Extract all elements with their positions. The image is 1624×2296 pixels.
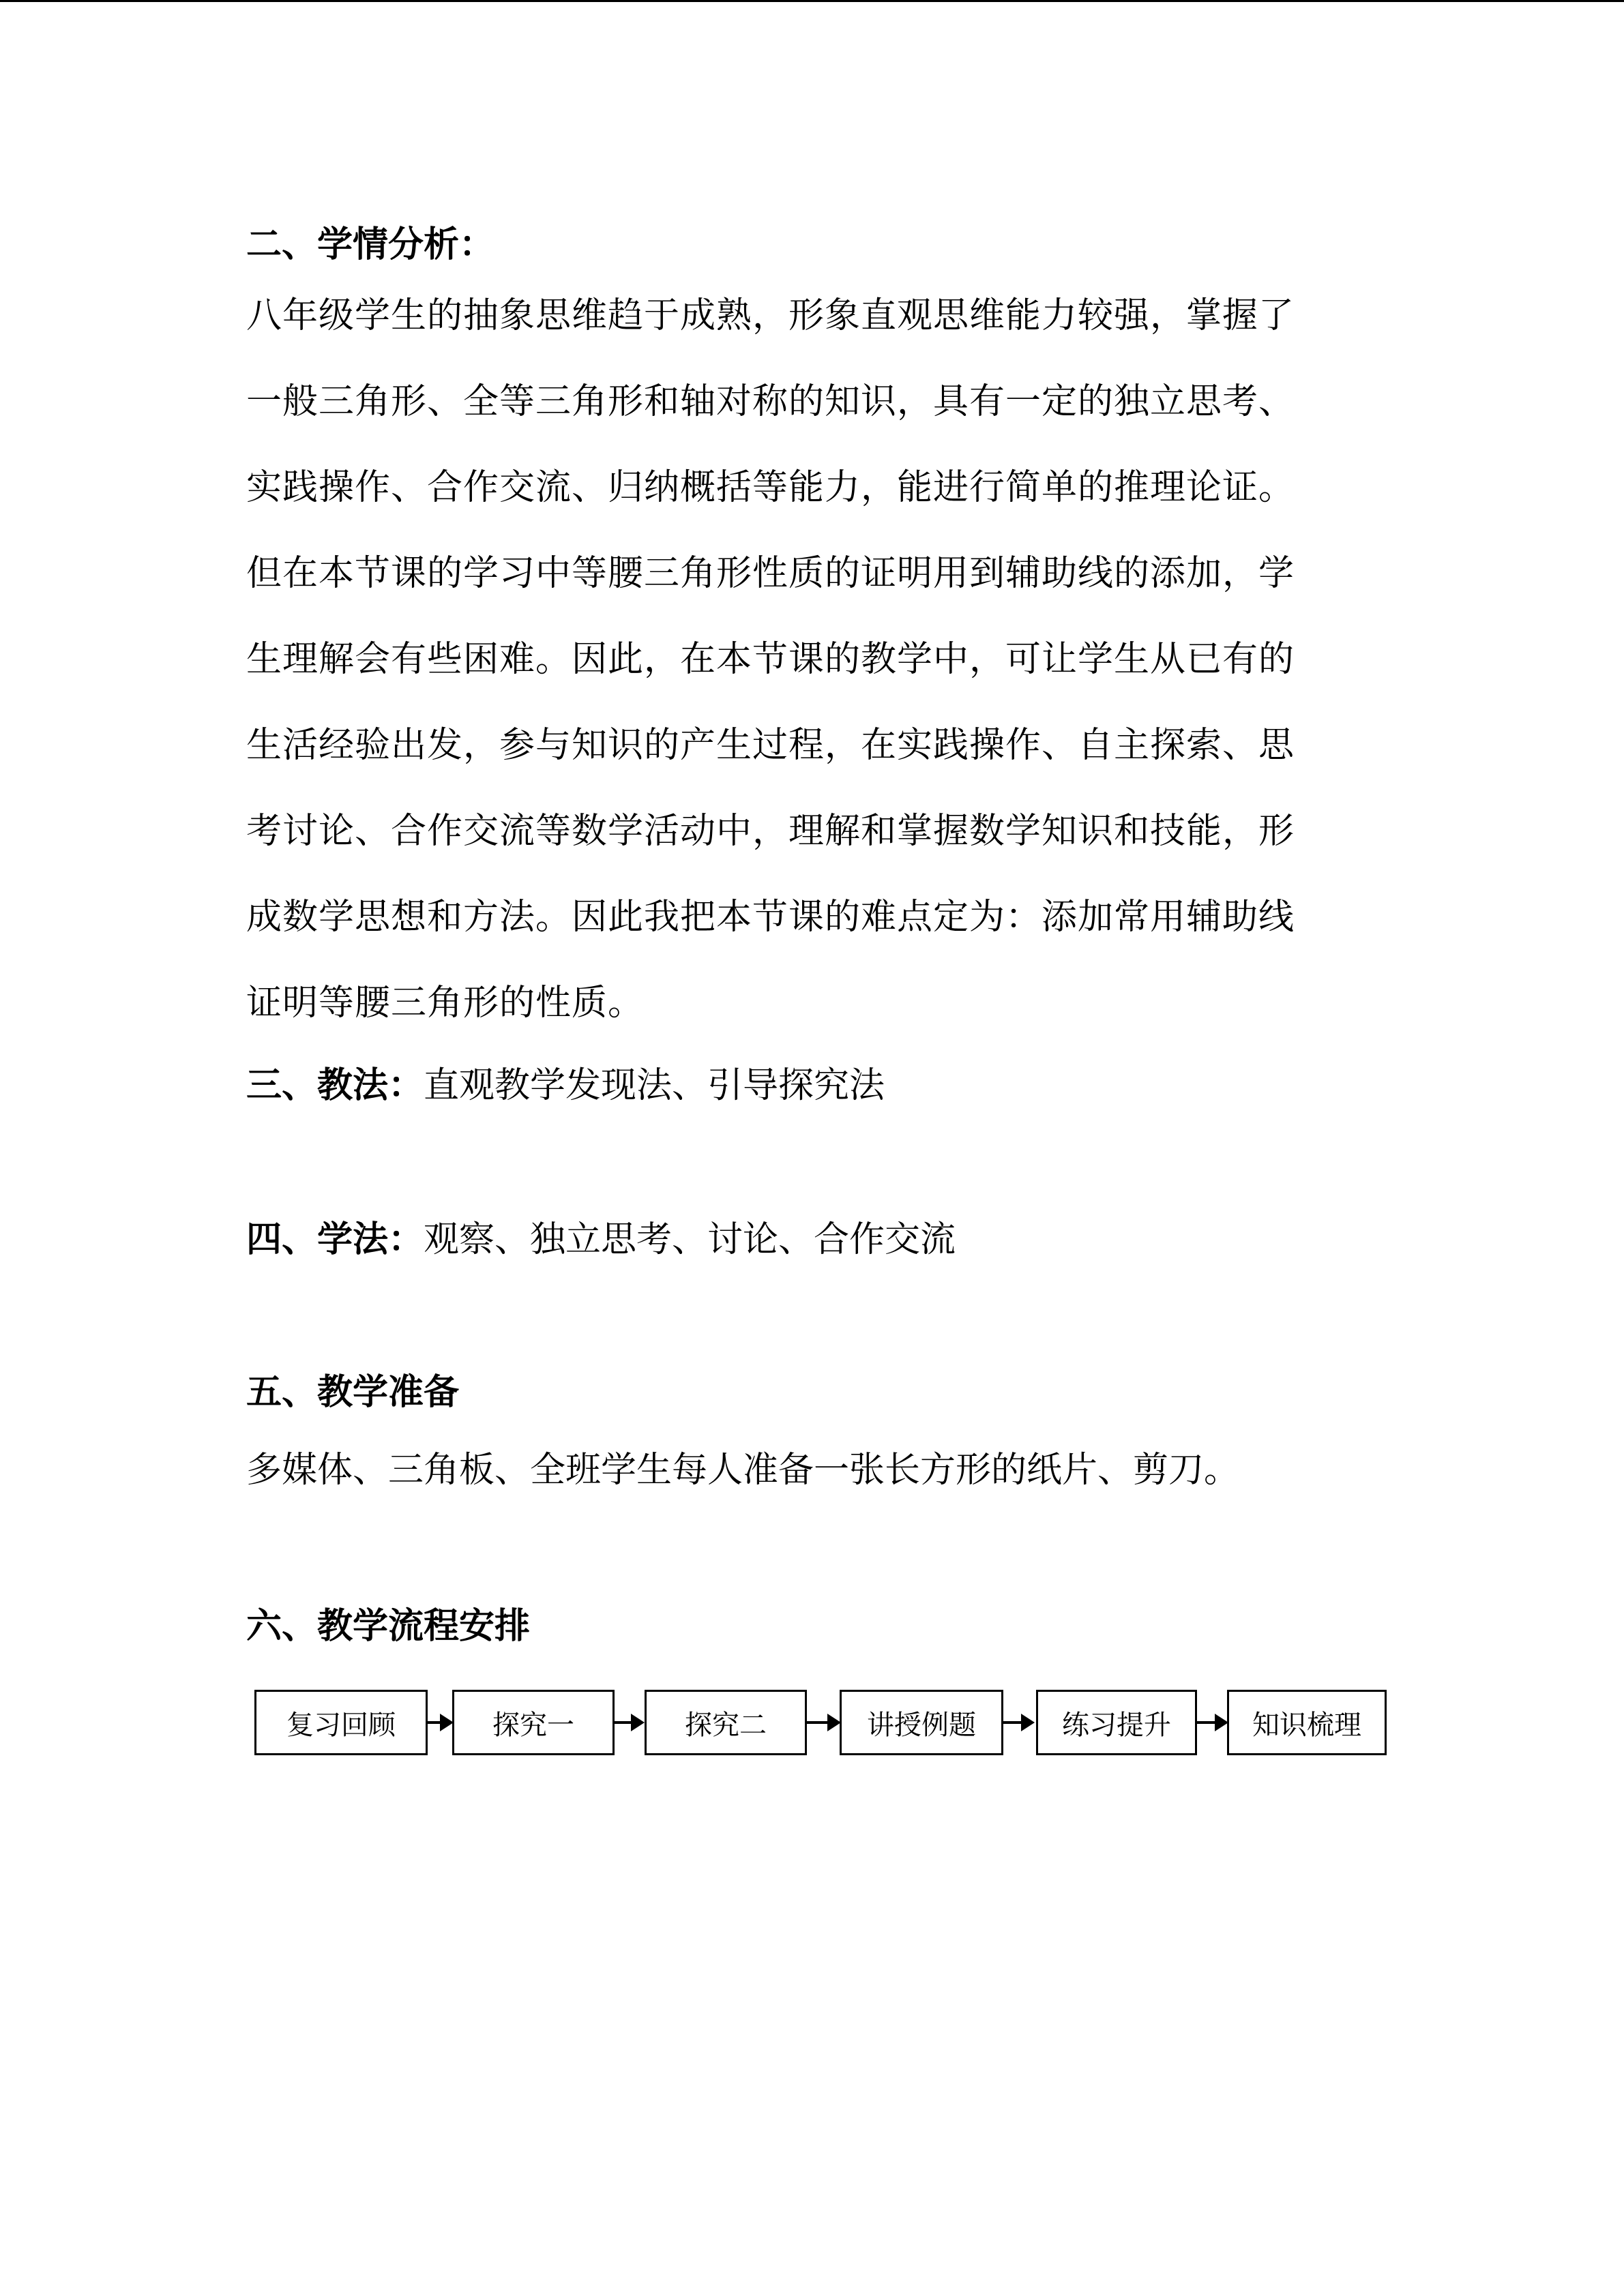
flow-step-explore-1: 探究一 [452,1690,615,1755]
flow-arrow [615,1721,642,1724]
paragraph-line: 证明等腰三角形的性质。 [246,983,645,1024]
paragraph-line: 成数学思想和方法。因此我把本节课的难点定为：添加常用辅助线 [246,897,1295,938]
paragraph-line: 考讨论、合作交流等数学活动中，理解和掌握数学知识和技能，形 [246,811,1295,852]
top-border-line [0,0,1624,2]
section-5-heading: 五、教学准备 [246,1371,460,1413]
flow-arrow [1003,1721,1032,1724]
paragraph-line: 生理解会有些困难。因此，在本节课的教学中，可让学生从已有的 [246,639,1295,680]
flow-step-explore-2: 探究二 [645,1690,807,1755]
teaching-flow-diagram [254,1690,1387,1759]
flow-step-practice: 练习提升 [1036,1690,1197,1755]
flow-arrow [807,1721,838,1724]
paragraph-line: 一般三角形、全等三角形和轴对称的知识，具有一定的独立思考、 [246,381,1295,422]
paragraph-line: 八年级学生的抽象思维趋于成熟，形象直观思维能力较强，掌握了 [246,295,1295,336]
flow-arrow [428,1721,451,1724]
section-5-content: 多媒体、三角板、全班学生每人准备一张长方形的纸片、剪刀。 [246,1450,1240,1491]
section-4-line [246,1218,956,1262]
paragraph-line: 但在本节课的学习中等腰三角形性质的证明用到辅助线的添加，学 [246,553,1295,594]
section-2-paragraph [246,273,1295,1046]
section-3-content: 直观教学发现法、引导探究法 [424,1065,885,1106]
flow-step-examples: 讲授例题 [840,1690,1003,1755]
flow-step-summary: 知识梳理 [1227,1690,1387,1755]
section-3-heading: 三、教法： [246,1064,424,1106]
section-4-heading: 四、学法： [246,1219,424,1260]
flow-arrow [1197,1721,1226,1724]
section-3-line [246,1064,885,1107]
paragraph-line: 生活经验出发，参与知识的产生过程，在实践操作、自主探索、思 [246,725,1295,766]
paragraph-line: 实践操作、合作交流、归纳概括等能力，能进行简单的推理论证。 [246,467,1295,508]
flow-step-review: 复习回顾 [254,1690,428,1755]
section-4-content: 观察、独立思考、讨论、合作交流 [424,1219,956,1260]
section-2-heading: 二、学情分析： [246,224,495,265]
section-6-heading: 六、教学流程安排 [246,1605,531,1647]
